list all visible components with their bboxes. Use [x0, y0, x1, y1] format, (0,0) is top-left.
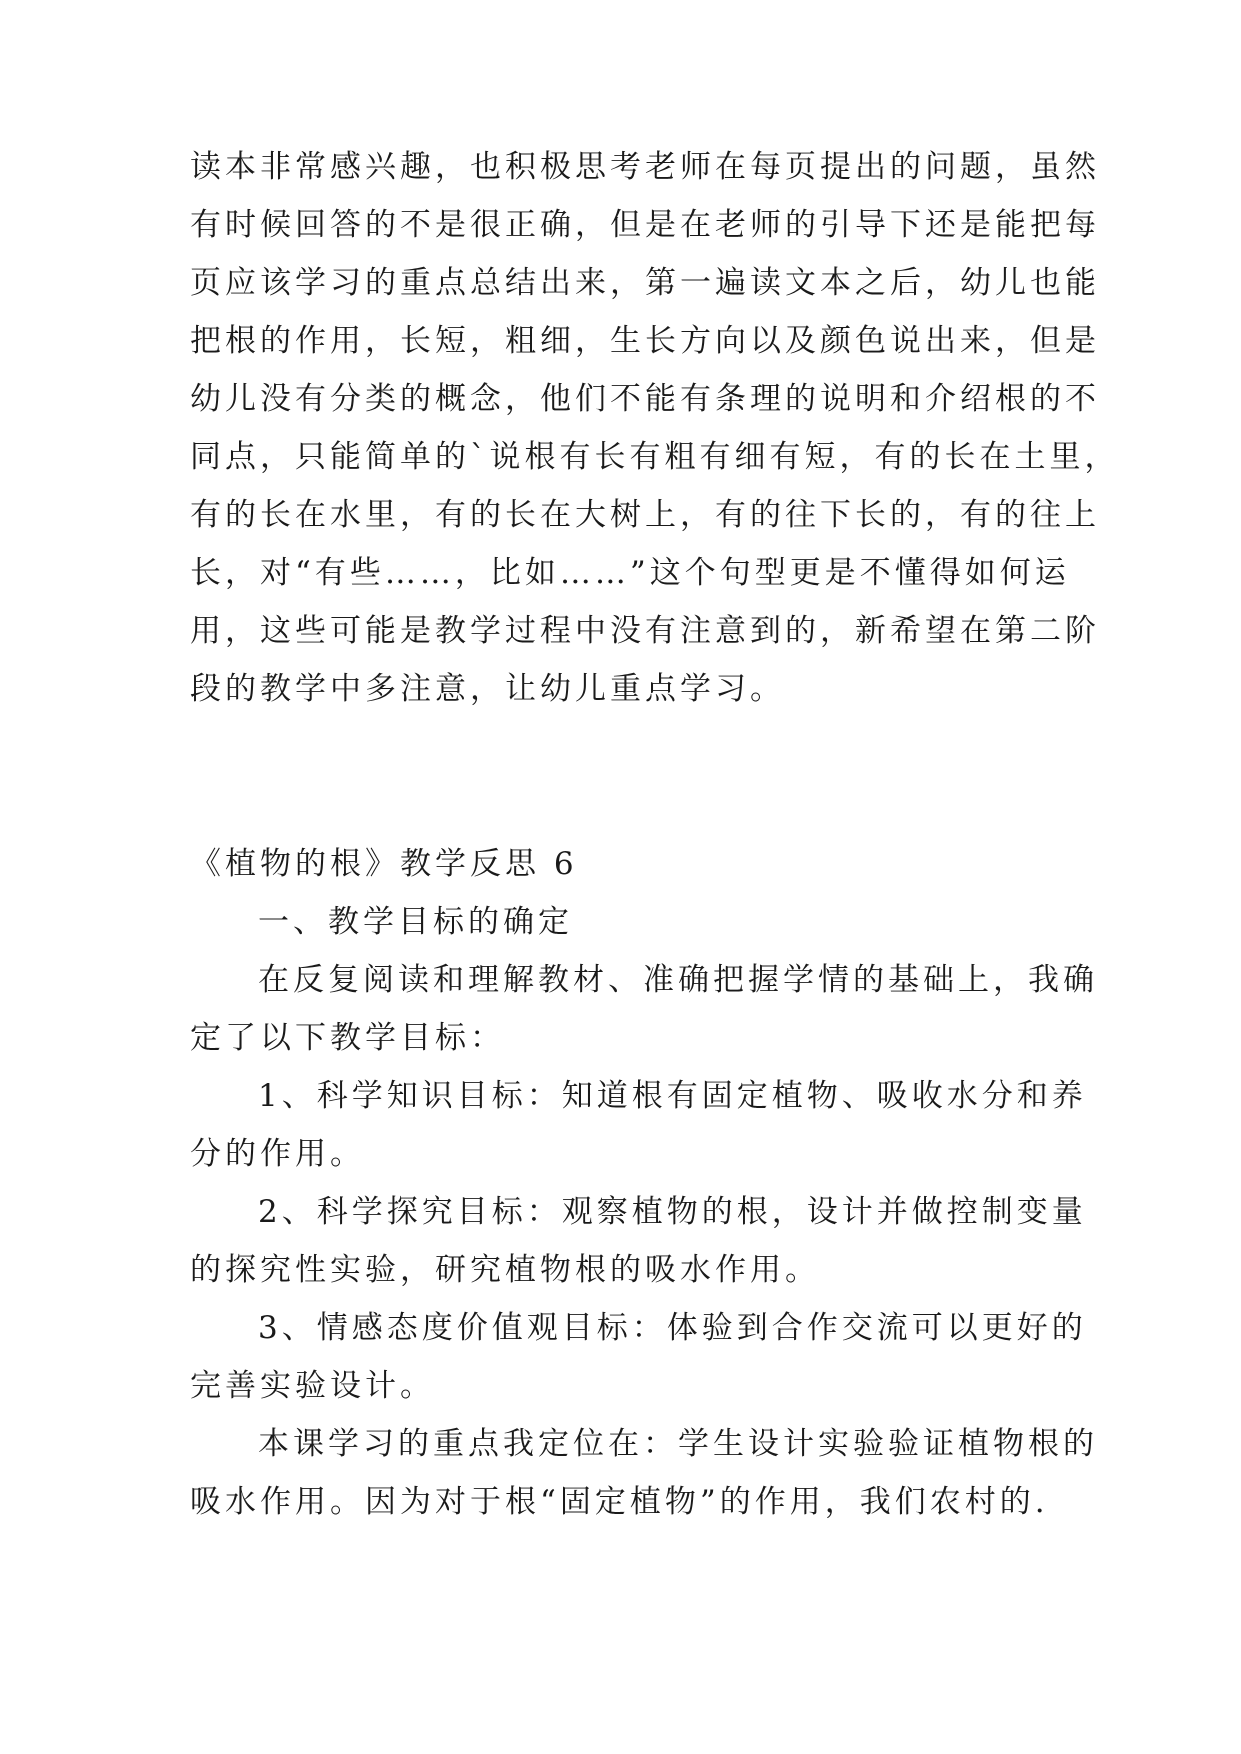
paragraph-line: 页应该学习的重点总结出来，第一遍读文本之后，幼儿也能	[190, 265, 1100, 301]
focus-line: 本课学习的重点我定位在：学生设计实验验证植物根的	[258, 1426, 1098, 1462]
paragraph-line: 长，对“有些……，比如……”这个句型更是不懂得如何运	[190, 555, 1070, 591]
goal-1-line: 分的作用。	[190, 1136, 365, 1172]
goal-2-line: 2、科学探究目标：观察植物的根，设计并做控制变量	[258, 1194, 1087, 1230]
goal-1-line: 1、科学知识目标：知道根有固定植物、吸收水分和养	[258, 1078, 1087, 1114]
intro-line: 在反复阅读和理解教材、准确把握学情的基础上，我确	[258, 962, 1098, 998]
subheading: 一、教学目标的确定	[258, 904, 573, 940]
paragraph-line: 幼儿没有分类的概念，他们不能有条理的说明和介绍根的不	[190, 381, 1100, 417]
paragraph-line: 把根的作用，长短，粗细，生长方向以及颜色说出来，但是	[190, 323, 1100, 359]
paragraph-line: 有的长在水里，有的长在大树上，有的往下长的，有的往上	[190, 497, 1100, 533]
intro-line: 定了以下教学目标：	[190, 1020, 505, 1056]
paragraph-line: 同点，只能简单的`说根有长有粗有细有短，有的长在土里，	[190, 439, 1120, 475]
goal-2-line: 的探究性实验，研究植物根的吸水作用。	[190, 1252, 820, 1288]
focus-line: 吸水作用。因为对于根“固定植物”的作用，我们农村的.	[190, 1484, 1049, 1520]
section-title: 《植物的根》教学反思 6	[190, 846, 578, 882]
paragraph-line: 段的教学中多注意，让幼儿重点学习。	[190, 671, 785, 707]
paragraph-line: 用，这些可能是教学过程中没有注意到的，新希望在第二阶	[190, 613, 1100, 649]
paragraph-line: 读本非常感兴趣，也积极思考老师在每页提出的问题，虽然	[190, 149, 1100, 185]
paragraph-line: 有时候回答的不是很正确，但是在老师的引导下还是能把每	[190, 207, 1100, 243]
goal-3-line: 完善实验设计。	[190, 1368, 435, 1404]
goal-3-line: 3、情感态度价值观目标：体验到合作交流可以更好的	[258, 1310, 1087, 1346]
